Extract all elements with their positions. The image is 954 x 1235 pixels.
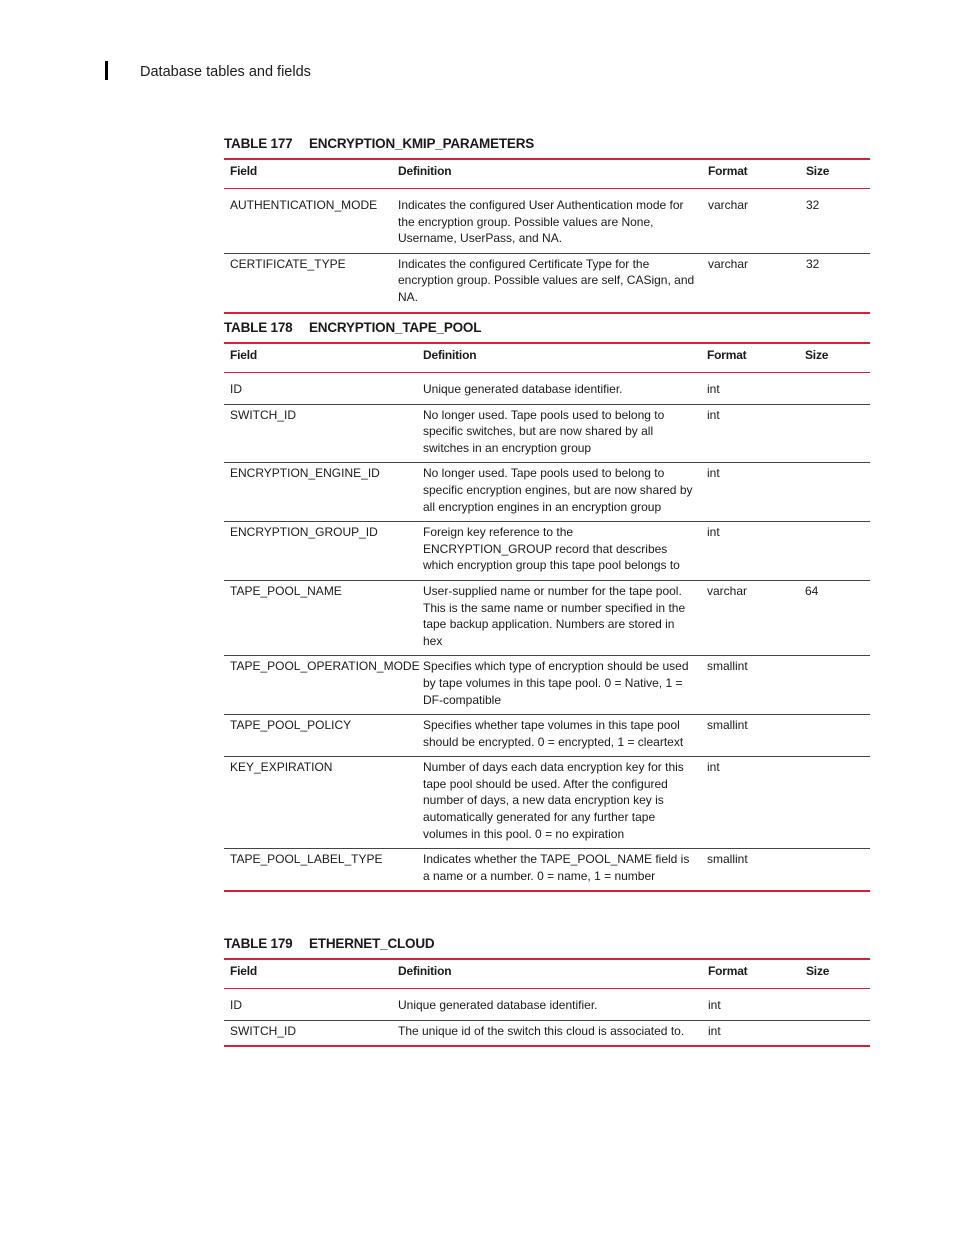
- table-header-row: [224, 159, 870, 189]
- table-caption: [224, 936, 870, 958]
- ethernet-cloud-table: [224, 958, 870, 1047]
- size-cell: [799, 522, 870, 581]
- table-name: ETHERNET_CLOUD: [309, 936, 435, 951]
- definition-cell: Indicates the configured User Authentication mode for the encryption group. Possible values are None, Username, UserPass, and NA.: [392, 189, 702, 254]
- size-cell: [799, 715, 870, 757]
- definition-cell: Indicates the configured Certificate Type for the encryption group. Possible values are self, CASign, and NA.: [398, 256, 695, 304]
- table-header-row: [224, 343, 870, 373]
- size-cell: 32: [800, 189, 870, 254]
- definition-cell: Number of days each data encryption key for this tape pool should be used. After the configured number of days, a new data encryption key is automatically generated for any further tape volumes in this pool. 0 = no expiration: [417, 757, 701, 849]
- column-header: Definition: [392, 959, 702, 989]
- format-cell: varchar: [701, 580, 799, 655]
- definition-cell: Specifies which type of encryption should be used by tape volumes in this tape pool. 0 = Native, 1 = DF-compatible: [417, 656, 701, 715]
- size-cell: 64: [799, 580, 870, 655]
- format-cell: smallint: [701, 656, 799, 715]
- table-row: [224, 656, 870, 715]
- format-cell: int: [708, 1023, 721, 1038]
- format-cell: varchar: [702, 189, 800, 254]
- column-header: Field: [224, 959, 392, 989]
- column-header: Size: [800, 159, 870, 189]
- table-block-178: [224, 320, 870, 892]
- field-cell: SWITCH_ID: [230, 1023, 296, 1038]
- table-row: [224, 373, 870, 405]
- field-cell: CERTIFICATE_TYPE: [230, 256, 346, 271]
- format-cell: int: [701, 757, 799, 849]
- format-cell: int: [702, 989, 800, 1021]
- field-cell: ID: [224, 989, 392, 1021]
- table-block-177: [224, 136, 870, 314]
- table-header-row: [224, 959, 870, 989]
- column-header: Size: [800, 959, 870, 989]
- size-cell: [800, 1020, 870, 1046]
- table-caption: [224, 136, 870, 158]
- field-cell: ENCRYPTION_GROUP_ID: [224, 522, 417, 581]
- field-cell: TAPE_POOL_LABEL_TYPE: [230, 852, 383, 867]
- format-cell: int: [701, 522, 799, 581]
- table-number: TABLE 178: [224, 320, 293, 335]
- size-cell: [799, 849, 870, 892]
- encryption-kmip-parameters-table: [224, 158, 870, 314]
- table-row: [224, 1020, 870, 1046]
- column-header: Field: [224, 343, 417, 373]
- size-cell: [799, 373, 870, 405]
- table-row: [224, 463, 870, 522]
- field-cell: TAPE_POOL_OPERATION_MODE: [224, 656, 417, 715]
- format-cell: int: [701, 404, 799, 463]
- table-block-179: [224, 936, 870, 1047]
- size-cell: [799, 757, 870, 849]
- field-cell: SWITCH_ID: [224, 404, 417, 463]
- format-cell: int: [701, 373, 799, 405]
- definition-cell: The unique id of the switch this cloud is associated to.: [398, 1023, 685, 1038]
- column-header: Size: [799, 343, 870, 373]
- definition-cell: User-supplied name or number for the tape pool. This is the same name or number specified in the tape backup application. Numbers are stored in hex: [417, 580, 701, 655]
- format-cell: int: [701, 463, 799, 522]
- table-number: TABLE 179: [224, 936, 293, 951]
- field-cell: KEY_EXPIRATION: [224, 757, 417, 849]
- table-row: [224, 849, 870, 892]
- field-cell: ENCRYPTION_ENGINE_ID: [224, 463, 417, 522]
- field-cell: TAPE_POOL_NAME: [224, 580, 417, 655]
- size-cell: [799, 463, 870, 522]
- encryption-tape-pool-table: [224, 342, 870, 892]
- definition-cell: Unique generated database identifier.: [392, 989, 702, 1021]
- table-number: TABLE 177: [224, 136, 293, 151]
- format-cell: varchar: [708, 256, 749, 271]
- table-row: [224, 253, 870, 312]
- column-header: Format: [702, 159, 800, 189]
- size-cell: [799, 404, 870, 463]
- column-header: Field: [224, 159, 392, 189]
- definition-cell: Indicates whether the TAPE_POOL_NAME field is a name or a number. 0 = name, 1 = number: [423, 852, 690, 883]
- definition-cell: Specifies whether tape volumes in this tape pool should be encrypted. 0 = encrypted, 1 = cleartext: [417, 715, 701, 757]
- column-header: Definition: [417, 343, 701, 373]
- running-header: Database tables and fields: [140, 64, 311, 80]
- table-row: [224, 757, 870, 849]
- field-cell: AUTHENTICATION_MODE: [224, 189, 392, 254]
- column-header: Definition: [392, 159, 702, 189]
- table-name: ENCRYPTION_TAPE_POOL: [309, 320, 482, 335]
- table-row: [224, 189, 870, 254]
- change-bar: [105, 61, 108, 80]
- table-row: [224, 404, 870, 463]
- table-caption: [224, 320, 870, 342]
- column-header: Format: [702, 959, 800, 989]
- table-name: ENCRYPTION_KMIP_PARAMETERS: [309, 136, 535, 151]
- definition-cell: Unique generated database identifier.: [417, 373, 701, 405]
- field-cell: ID: [224, 373, 417, 405]
- format-cell: smallint: [707, 852, 748, 867]
- format-cell: smallint: [701, 715, 799, 757]
- definition-cell: Foreign key reference to the ENCRYPTION_GROUP record that describes which encryption group this tape pool belongs to: [417, 522, 701, 581]
- size-cell: 32: [806, 256, 820, 271]
- size-cell: [800, 989, 870, 1021]
- size-cell: [799, 656, 870, 715]
- column-header: Format: [701, 343, 799, 373]
- table-row: [224, 715, 870, 757]
- table-row: [224, 580, 870, 655]
- field-cell: TAPE_POOL_POLICY: [224, 715, 417, 757]
- table-row: [224, 989, 870, 1021]
- table-row: [224, 522, 870, 581]
- definition-cell: No longer used. Tape pools used to belong to specific switches, but are now shared by all switches in an encryption group: [417, 404, 701, 463]
- definition-cell: No longer used. Tape pools used to belong to specific encryption engines, but are now shared by all encryption engines in an encryption group: [417, 463, 701, 522]
